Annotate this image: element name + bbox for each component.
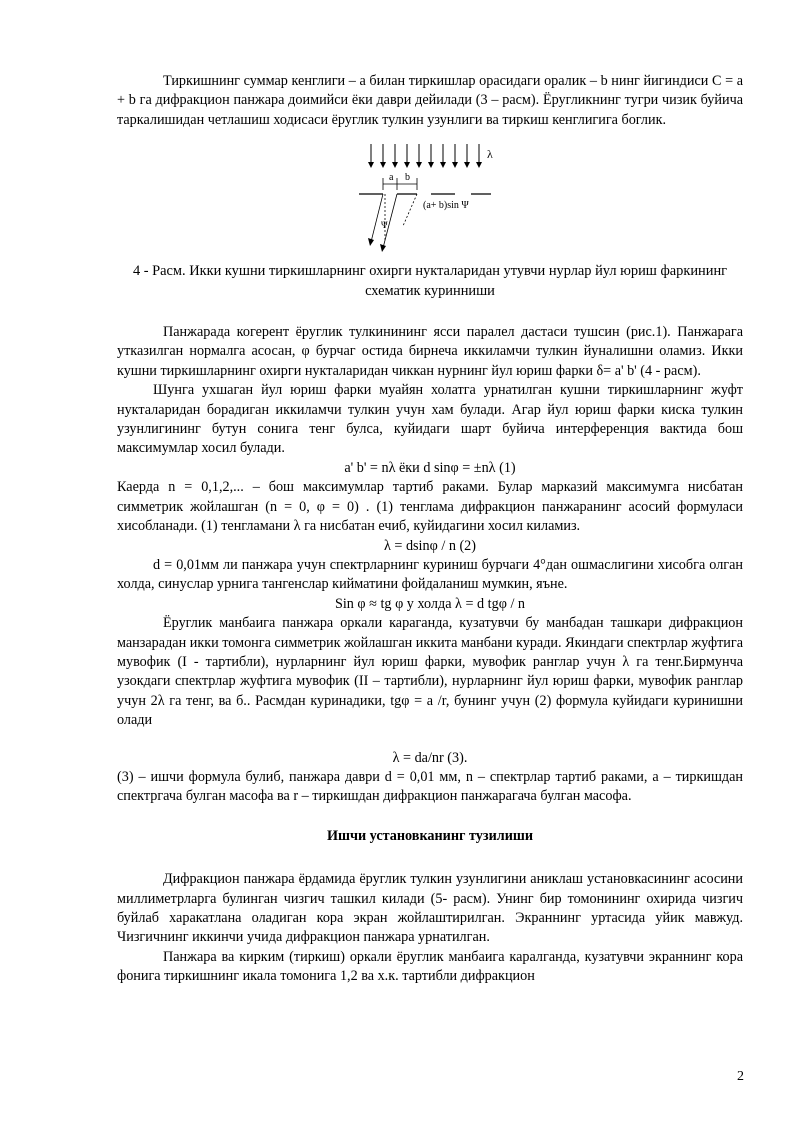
paragraph-coherent-light: Панжарада когерент ёруглик тулкинининг ясси паралел дастаси тушсин (рис.1). Панжарага утказилган нормалга асосан, φ бурчаг остида бирнеча иккиламчи тулкин йуналишни оламиз. Икки кушни тиркишларнинг охирги нукталаридан чиккан нурнинг йул юриш фарки δ= a' b' (4 - расм).	[117, 324, 743, 379]
grating-diagram	[359, 142, 499, 256]
paragraph-small-angle: d = 0,01мм ли панжара учун спектрларнинг куриниш бурчаги 4°дан ошмаслигини хисобга олган холда, синуслар урнига тангенслар кийматини фойдаланиш мумкин, яъне.	[117, 556, 743, 593]
phi-label: Ψ	[381, 220, 388, 231]
diffracted-rays	[371, 194, 417, 248]
paragraph-order-numbers: Каерда n = 0,1,2,... – бош максимумлар тартиб раками. Булар марказий максимумга нисбатан симметрик жойлашган (n = 0, φ = 0) . (1) тенглама дифракцион панжаранинг асосий формуласи хисобланади. (1) тенгламани λ га нисбатан ечиб, куйидагини хосил киламиз.	[117, 479, 743, 535]
paragraph-setup: Дифракцион панжара ёрдамида ёруглик тулкин узунлигини аниклаш установкасининг асосини миллиметрларга булинган чизгич ташкил килади (5- расм). Унинг бир томонининг охирида чизгич буйлаб харакатлана оладиган кора экран жойлаштирилган. Экраннинг уртасида уйик мавжуд. Чизгичнинг иккинчи учида дифракцион панжара урнатилган.	[117, 871, 743, 946]
paragraph-spectra: Ёруглик манбаига панжара оркали караганда, кузатувчи бу манбадан ташкари дифракцион манзарадан икки томонга симметрик жойлашган иккита манбани куради. Якиндаги спектрлар жуфтига мувофик (I - тартибли), нурларнинг йул юриш фарки, мувофик ранглар учун λ га тенг.Бирмунча узокдаги спектрлар жуфтига мувофик (II – тартибли), нурларнинг йул юриш фарки, мувофик ранглар учун 2λ га тенг, ва б.. Расмдан куринадики, tgφ = a /r, бунинг учун (2) формула куйидаги куринишни олади	[117, 615, 743, 729]
figure-caption: 4 - Расм. Икки кушни тиркишларнинг охирги нукталаридан утувчи нурлар йул юриш фаркининг схематик куринниши	[132, 263, 728, 299]
section-heading: Ишчи установканинг тузилиши	[326, 827, 534, 844]
equation-tangent: Sin φ ≈ tg φ у холда λ = d tgφ / n	[334, 595, 526, 612]
paragraph-observation: Панжара ва кирким (тиркиш) оркали ёруглик манбаига каралганда, кузатувчи экраннинг кора фонига тиркишнинг икала томонига 1,2 ва х.к. тартибли дифракцион	[117, 948, 743, 985]
a-label: a	[389, 172, 394, 184]
paragraph-working-formula: (3) – ишчи формула булиб, панжара даври d = 0,01 мм, n – спектрлар тартиб раками, a – тиркишдан спектргача булган масофа ва r – тиркишдан дифракцион панжарагача булган масофа.	[117, 768, 743, 805]
equation-1: a' b' = nλ ёки d sinφ = ±nλ (1)	[344, 459, 516, 476]
incident-arrows	[371, 144, 479, 166]
paragraph-interference: Шунга ухшаган йул юриш фарки муайян холатга урнатилган кушни тиркишларнинг жуфт нукталаридан борадиган иккиламчи тулкин учун хам булади. Агар йул юриш фарки киска тулкин узунлигининг бутун сонига тенг булса, куйидаги шарт буйича интерференция вактида бош максимумлар хосил булади.	[117, 382, 743, 457]
figure-4-diagram	[117, 142, 743, 256]
paragraph-grating-period: Тиркишнинг суммар кенглиги – а билан тиркишлар орасидаги оралик – b нинг йигиндиси С = a + b га дифракцион панжара доимийси ёки даври дейилади (3 – расм). Ёругликнинг тугри чизик буйича таркалишидан четлашиш ходисаси ёруглик тулкин узунлиги ва тиркиш кенглигига боглик.	[117, 73, 743, 128]
document-page	[117, 72, 743, 987]
path-difference-label: (a+ b)sin Ψ	[423, 200, 469, 212]
equation-3: λ = da/nr (3).	[392, 749, 468, 766]
lambda-label: λ	[487, 147, 493, 162]
b-label: b	[405, 172, 410, 184]
page-number: 2	[737, 1069, 744, 1084]
equation-2: λ = dsinφ / n (2)	[383, 537, 477, 554]
